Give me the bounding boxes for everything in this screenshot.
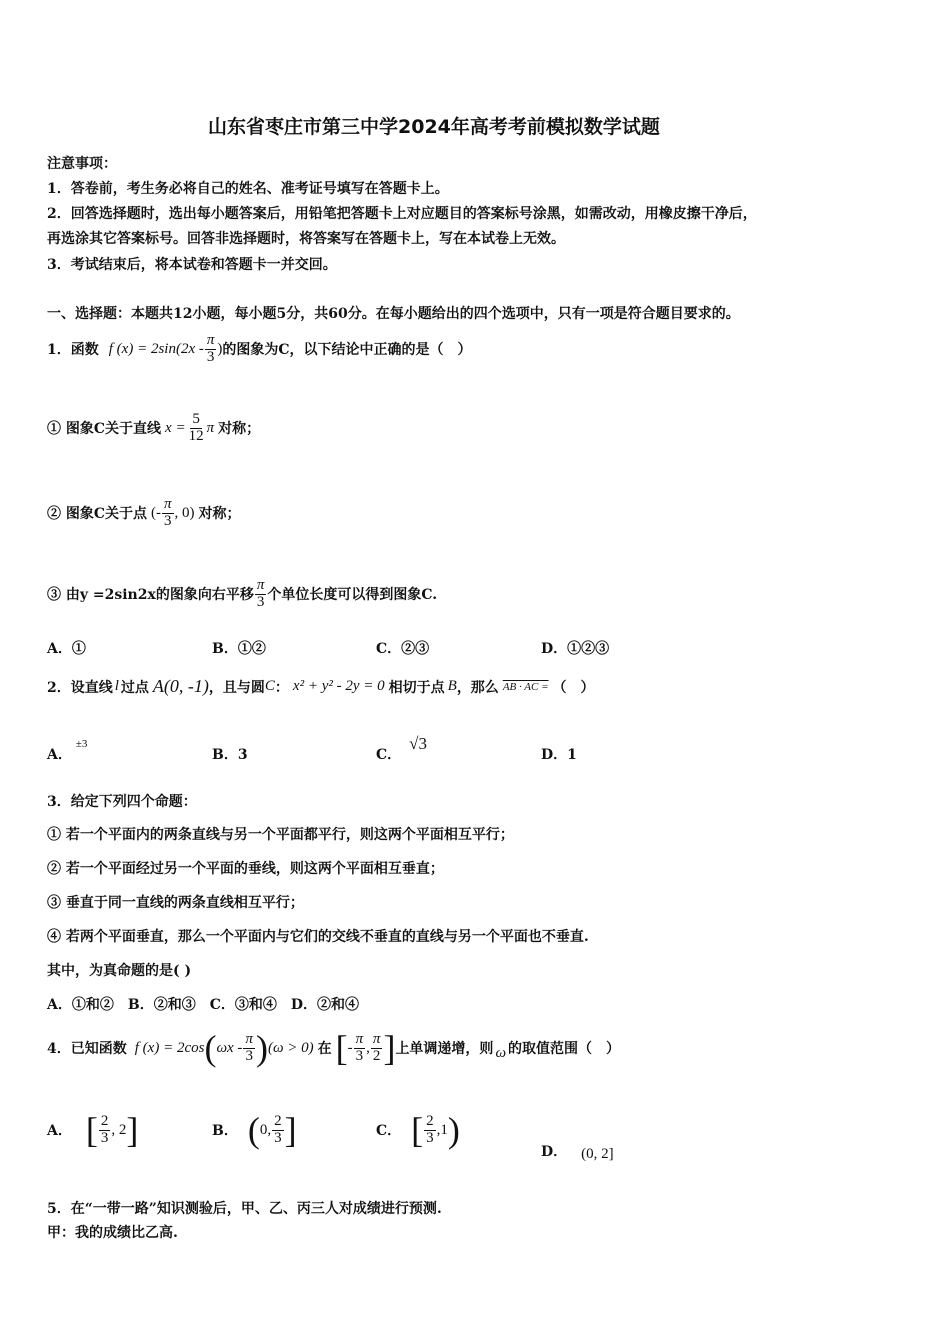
q1-formula: f (x) = 2sin(2x -: [108, 340, 204, 357]
q4-suffix2: 的取值范围（ ）: [508, 1041, 621, 1057]
q4-option-b-num: 2: [274, 1112, 282, 1129]
section-heading: 一、选择题：本题共12小题，每小题5分，共60分。在每小题给出的四个选项中，只有一项是符合题目要求的。: [47, 306, 740, 322]
q4-suffix: 上单调递增，则: [395, 1041, 494, 1057]
q4-stem: 4．已知函数 f (x) = 2cos ( ωx - $\frac{\pi}{3}$ ) (ω > 0) 在 [ - $\frac{\pi}{3}$ , $\frac{\pi}{2}$ ] 上单调递增，则 ω 的取值范围（ ）: [47, 1028, 621, 1068]
q3-item: ① 若一个平面内的两条直线与另一个平面都平行，则这两个平面相互平行；: [47, 827, 514, 843]
q2-colon: ：: [274, 679, 289, 696]
q1-s1-lhs: x =: [165, 419, 186, 436]
q4-option-c-label: C．: [376, 1123, 402, 1139]
q4-option-c-num: 2: [426, 1112, 434, 1129]
q1-statement-3: [47, 578, 437, 611]
q2-option-d[interactable]: D．1: [541, 747, 577, 763]
q4-option-d[interactable]: [541, 1138, 614, 1163]
q1-option-c[interactable]: C．②③: [376, 641, 430, 657]
q4-int-left-den: 3: [355, 1047, 364, 1064]
q4-f-den: 3: [245, 1047, 253, 1064]
q2-option-c-math: √3: [409, 734, 427, 753]
q1-s1-tail: π: [206, 419, 215, 436]
q3-item: ② 若一个平面经过另一个平面的垂线，则这两个平面相互垂直；: [47, 861, 444, 877]
q1-option-b[interactable]: B．①②: [212, 641, 266, 657]
q4-f-lhs: f (x) = 2cos: [134, 1039, 205, 1056]
q1-s3-prefix: ③ 由y =2sin2x的图象向右平移: [47, 587, 254, 604]
notice-item: 1．答卷前，考生务必将自己的姓名、准考证号填写在答题卡上。: [47, 181, 449, 197]
q4-option-a-num: 2: [100, 1112, 109, 1129]
q4-f-inner: ωx -: [216, 1039, 243, 1056]
q1-stem: 1．函数 f (x) = 2sin(2x - $\frac{\pi}{3}$ ) 的图象为C，以下结论中正确的是（ ）: [47, 332, 472, 365]
q1-s1-prefix: ① 图象C关于直线: [47, 421, 162, 438]
q1-statement-2: ② 图象C关于点 (- $\frac{\pi}{3}$ , 0) 对称；: [47, 496, 241, 529]
q2-then: ，那么: [456, 679, 499, 696]
q2-point: A(0, -1): [152, 676, 209, 696]
q1-suffix: 的图象为C，以下结论中正确的是（ ）: [222, 342, 472, 359]
q1-option-a[interactable]: A．①: [47, 641, 86, 657]
q1-s1-den: 12: [188, 427, 204, 444]
q4-int-right-den: 2: [372, 1047, 381, 1064]
q1-s3-suffix: 个单位长度可以得到图象C.: [267, 587, 438, 604]
q2-option-c[interactable]: [376, 734, 427, 764]
notice-item: 再选涂其它答案标号。回答非选择题时，将答案写在答题卡上，写在本试卷上无效。: [47, 231, 565, 247]
q4-option-c-den: 3: [426, 1129, 434, 1146]
q4-option-b-head: 0,: [259, 1121, 272, 1138]
q2-stem: [47, 676, 595, 697]
q1-s2-suffix: 对称；: [198, 506, 241, 523]
notice-item: 3．考试结束后，将本试卷和答题卡一并交回。: [47, 257, 337, 273]
q4-option-a-tail: , 2: [111, 1121, 127, 1138]
q4-option-b-den: 3: [274, 1129, 282, 1146]
q1-s2-den: 3: [164, 512, 172, 529]
q2-tangent: 相切于点: [388, 679, 445, 696]
q4-option-d-math: (0, 2]: [581, 1146, 614, 1162]
q4-option-d-label: D．: [541, 1143, 568, 1160]
q4-int-right-num: π: [372, 1030, 381, 1047]
q2-dot-product: AB · AC =: [502, 680, 549, 693]
q4-in: 在: [317, 1041, 332, 1057]
q1-s2-prefix: ② 图象C关于点: [47, 506, 148, 523]
q2-circle: C: [264, 678, 275, 694]
q1-formula-num: π: [206, 332, 215, 348]
q1-formula-den: 3: [206, 348, 215, 365]
q5-stem: 5．在“一带一路”知识测验后，甲、乙、丙三人对成绩进行预测.: [47, 1201, 442, 1217]
q4-option-a-den: 3: [100, 1129, 109, 1146]
q2-equation: x² + y² - 2y = 0: [292, 678, 385, 694]
q1-s3-den: 3: [256, 593, 265, 610]
page-title: 山东省枣庄市第三中学2024年高考考前模拟数学试题: [208, 116, 660, 138]
q1-statement-1: [47, 412, 260, 445]
q4-omega: ω: [495, 1044, 507, 1061]
q2-point-b: B: [447, 678, 457, 694]
q3-item: ④ 若两个平面垂直，那么一个平面内与它们的交线不垂直的直线与另一个平面也不垂直.: [47, 929, 589, 945]
q4-f-cond: (ω > 0): [267, 1039, 314, 1056]
q4-option-a-label: A．: [47, 1123, 72, 1139]
q1-prefix: 1．函数: [47, 342, 99, 359]
q2-passes: 过点: [120, 679, 149, 696]
q2-mid: ，且与圆: [208, 679, 265, 696]
q5-line: 甲：我的成绩比乙高.: [47, 1225, 178, 1241]
q1-option-d[interactable]: D．①②③: [541, 641, 610, 657]
q4-option-c-tail: ,1: [436, 1121, 448, 1138]
q4-option-b[interactable]: B． ( 0, $\frac{2}{3}$ ]: [212, 1110, 297, 1150]
q1-s1-suffix: 对称；: [218, 421, 261, 438]
notice-heading: 注意事项：: [47, 156, 117, 172]
q3-options[interactable]: A．①和② B．②和③ C．③和④ D．②和④: [47, 997, 359, 1013]
q1-s3-num: π: [256, 577, 265, 593]
q2-option-b[interactable]: B．3: [212, 747, 248, 763]
q1-s2-num: π: [164, 496, 172, 512]
q2-paren: （ ）: [552, 679, 595, 696]
q2-option-c-label: C．: [376, 747, 402, 763]
q4-option-b-label: B．: [212, 1123, 238, 1139]
notice-item: 2．回答选择题时，选出每小题答案后，用铅笔把答题卡上对应题目的答案标号涂黑，如需改动，用橡皮擦干净后，: [47, 206, 757, 222]
q2-prefix: 2．设直线: [47, 679, 113, 696]
q1-s1-num: 5: [192, 411, 200, 427]
q2-option-a[interactable]: [47, 738, 87, 764]
q3-item: ③ 垂直于同一直线的两条直线相互平行；: [47, 895, 304, 911]
q2-option-a-math: ±3: [75, 738, 88, 750]
q4-f-num: π: [245, 1030, 253, 1047]
q4-option-a[interactable]: A． [ $\frac{2}{3}$ , 2 ]: [47, 1110, 139, 1150]
q4-int-left-num: π: [355, 1030, 364, 1047]
q4-prefix: 4．已知函数: [47, 1041, 127, 1057]
q4-option-c[interactable]: C． [ $\frac{2}{3}$ ,1 ): [376, 1110, 460, 1150]
q3-question: 其中，为真命题的是( ): [47, 963, 192, 979]
q2-option-a-label: A．: [47, 747, 72, 763]
q3-stem: 3．给定下列四个命题：: [47, 794, 197, 810]
q2-line-l: l: [114, 678, 119, 694]
